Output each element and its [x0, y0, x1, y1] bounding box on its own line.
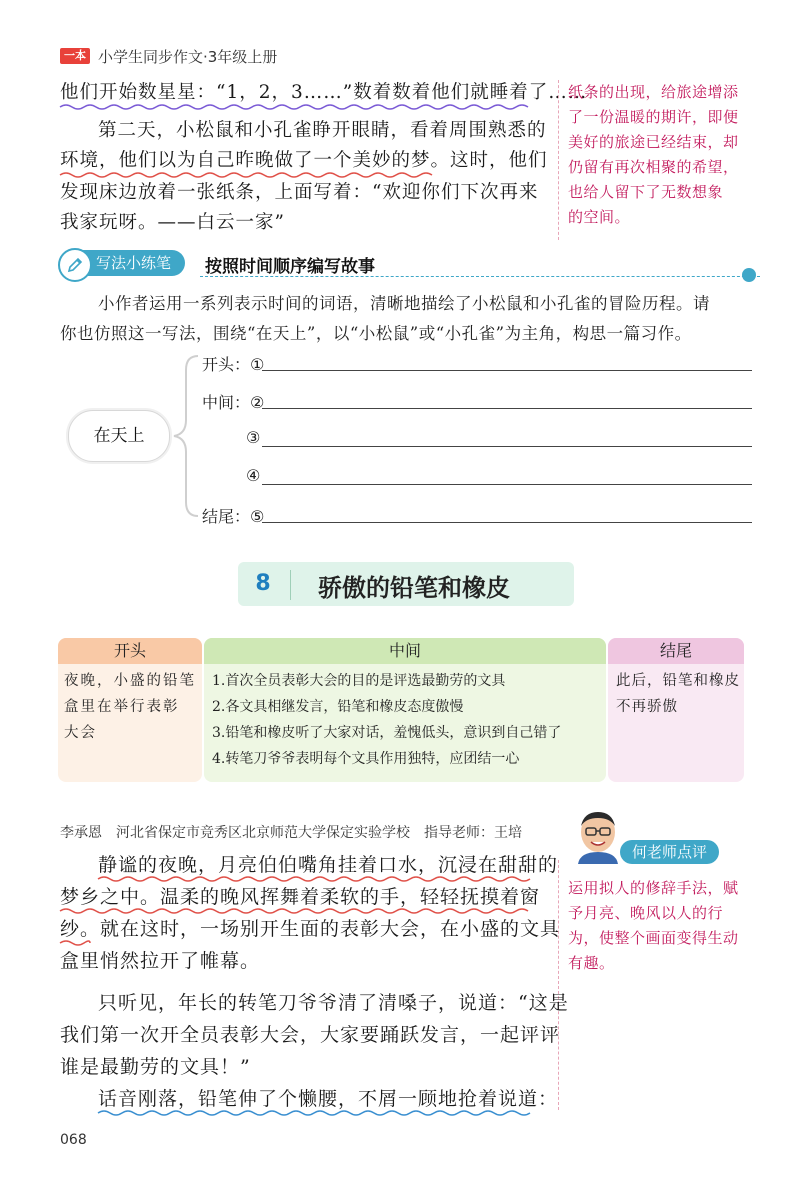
text-line: 环境，他们以为自己昨晚做了一个美妙的梦。这时，他们 [60, 150, 548, 171]
banner-divider [290, 570, 291, 600]
text-line: 我家玩呀。——白云一家” [60, 212, 285, 233]
outline-head-end: 结尾 [608, 638, 744, 664]
outline-head-middle: 中间 [204, 638, 606, 664]
writing-line [262, 484, 752, 485]
essay-line: 谁是最勤劳的文具！” [60, 1056, 251, 1078]
column-divider [558, 860, 559, 1110]
column-divider [558, 80, 559, 240]
mindmap-item: ④ [246, 466, 261, 485]
essay-title: 骄傲的铅笔和橡皮 [318, 574, 510, 602]
practice-paragraph: 小作者运用一系列表示时间的词语，清晰地描绘了小松鼠和小孔雀的冒险历程。请 [98, 294, 710, 313]
wavy-underline [98, 1109, 538, 1117]
wavy-underline [60, 103, 538, 111]
essay-line: 盒里悄然拉开了帷幕。 [60, 950, 261, 972]
essay-line: 梦乡之中。温柔的晚风挥舞着柔软的手，轻轻抚摸着窗 [60, 886, 541, 908]
mindmap-item: 中间：② [202, 393, 265, 412]
essay-number: 8 [255, 571, 271, 596]
mindmap-item: 结尾：⑤ [202, 507, 265, 526]
teacher-badge: 何老师点评 [620, 840, 719, 864]
essay-line: 只听见，年长的转笔刀爷爷清了清嗓子，说道：“这是 [98, 992, 569, 1014]
side-note: 纸条的出现，给旅途增添 了一份温暖的期许，即便 美好的旅途已经结束，却 仍留有再次相聚的希望， 也给人留下了无数想象 的空间。 [568, 83, 739, 226]
outline-head-begin: 开头 [58, 638, 202, 664]
text-line: 第二天，小松鼠和小孔雀睁开眼睛，看着周围熟悉的 [98, 120, 547, 141]
essay-line: 纱。就在这时，一场别开生面的表彰大会，在小盛的文具 [60, 918, 561, 940]
mindmap-brace [168, 350, 208, 530]
writing-line [262, 522, 752, 523]
outline-end-text: 此后，铅笔和橡皮 不再骄傲 [616, 673, 740, 715]
author-line: 李承恩 河北省保定市竞秀区北京师范大学保定实验学校 指导老师：王培 [60, 825, 522, 841]
section-rule [200, 276, 760, 277]
teacher-avatar [572, 808, 624, 864]
essay-line: 静谧的夜晚，月亮伯伯嘴角挂着口水，沉浸在甜甜的 [98, 854, 559, 876]
pencil-icon [58, 248, 92, 282]
text-line: 他们开始数星星：“1，2，3……”数着数着他们就睡着了…… [60, 82, 588, 103]
practice-title: 按照时间顺序编写故事 [205, 257, 375, 277]
book-title: 小学生同步作文·3年级上册 [98, 48, 278, 66]
writing-line [262, 446, 752, 447]
writing-line [262, 408, 752, 409]
mindmap-item: ③ [246, 428, 261, 447]
essay-line: 我们第一次开全员表彰大会，大家要踊跃发言，一起评评 [60, 1024, 561, 1046]
series-badge: 一本 [60, 48, 90, 64]
mindmap-item: 开头：① [202, 355, 265, 374]
mindmap-center: 在天上 [68, 410, 170, 462]
page-number: 068 [60, 1132, 87, 1148]
practice-paragraph: 你也仿照这一写法，围绕“在天上”，以“小松鼠”或“小孔雀”为主角，构思一篇习作。 [60, 324, 692, 343]
essay-line: 话音刚落，铅笔伸了个懒腰，不屑一顾地抢着说道： [98, 1088, 559, 1110]
writing-line [262, 370, 752, 371]
outline-begin-text: 夜晚，小盛的铅笔 盒里在举行表彰 大会 [64, 673, 196, 741]
rule-dot [742, 268, 756, 282]
text-line: 发现床边放着一张纸条，上面写着：“欢迎你们下次再来 [60, 182, 539, 203]
outline-middle-text: 1.首次全员表彰大会的目的是评选最勤劳的文具 2.各文具相继发言，铅笔和橡皮态度傲慢 3.铅笔和橡皮听了大家对话，羞愧低头，意识到自己错了 4.转笔刀爷爷表明每个文具作用独特，应团结一心 [212, 673, 562, 767]
practice-badge: 写法小练笔 [60, 250, 185, 276]
teacher-comment: 运用拟人的修辞手法，赋 予月亮、晚风以人的行 为，使整个画面变得生动 有趣。 [568, 879, 739, 972]
